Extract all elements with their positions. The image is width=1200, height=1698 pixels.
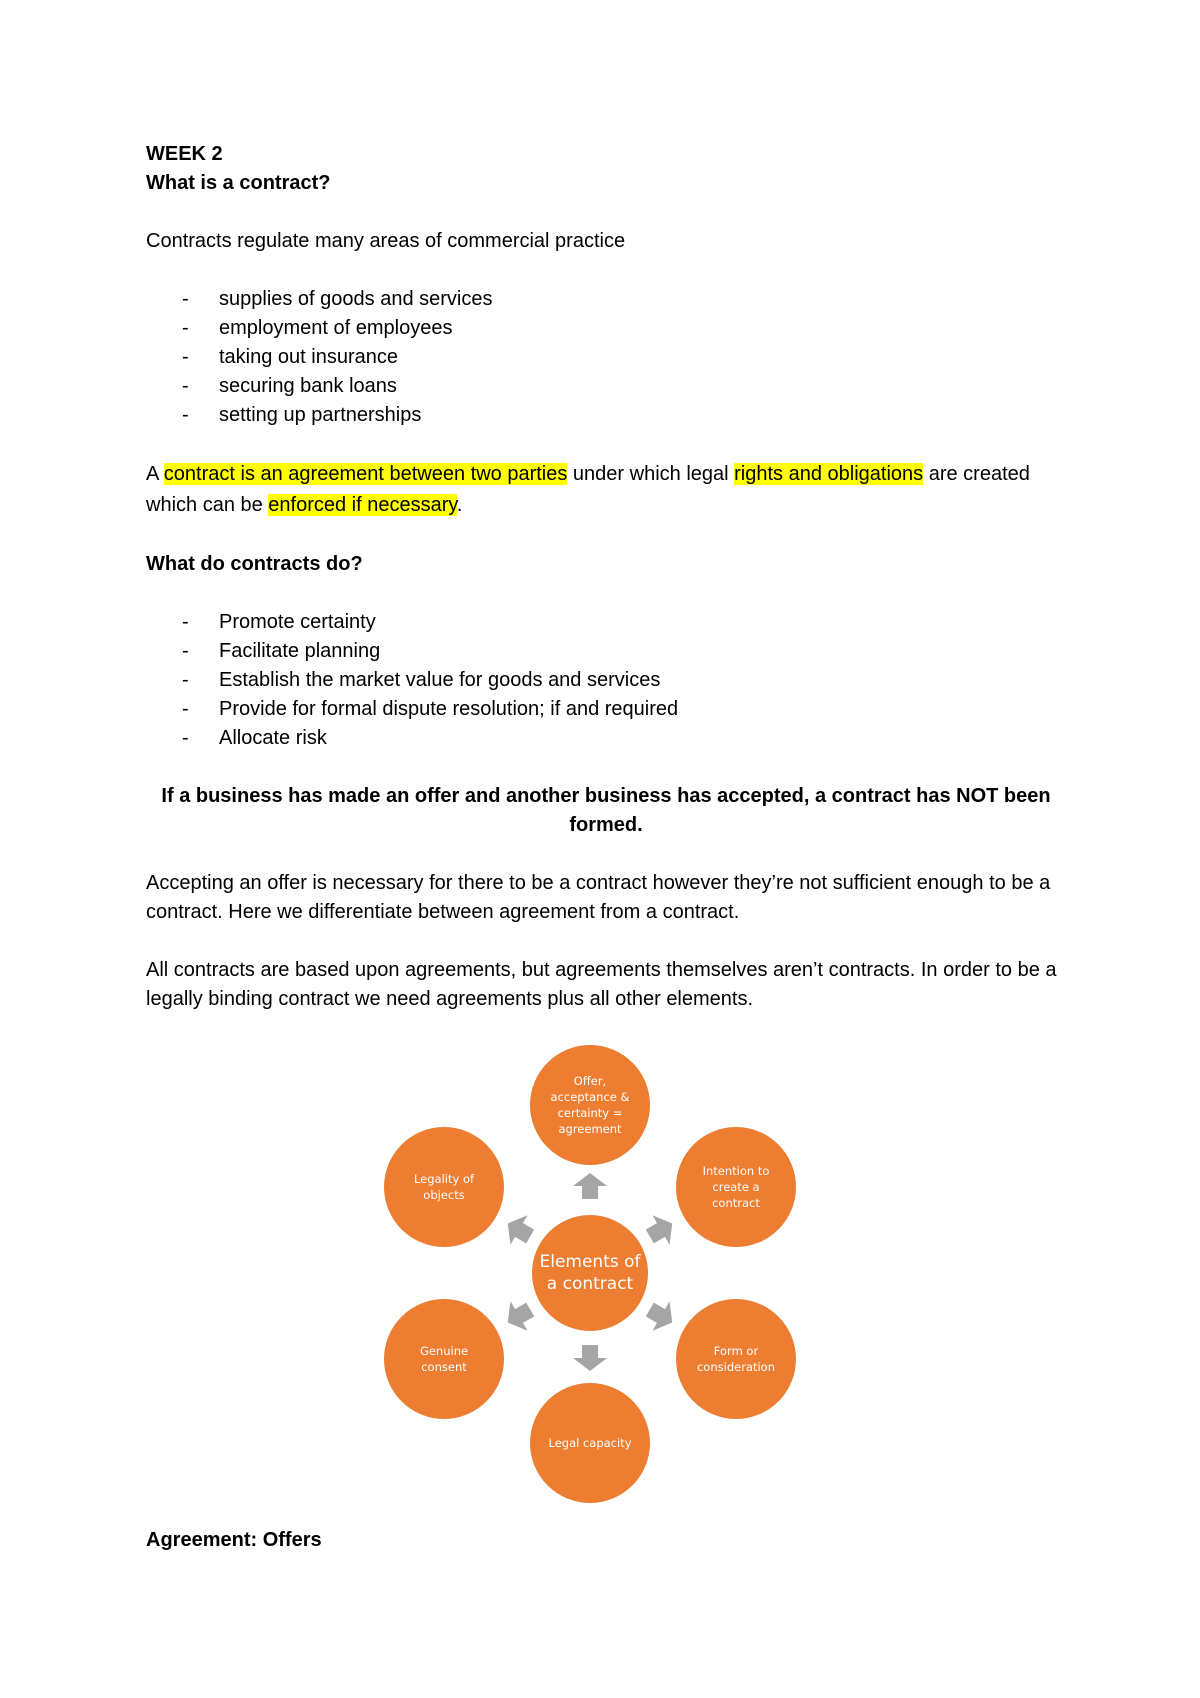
question-what-contracts-do: What do contracts do?: [146, 553, 363, 575]
list-item: - taking out insurance: [182, 346, 399, 368]
callout-statement: If a business has made an offer and another business has accepted, a contract has NOT been formed.: [161, 785, 1051, 836]
legal-capacity-circle: Legal capacity: [530, 1383, 650, 1503]
list-item: - Establish the market value for goods and services: [182, 669, 661, 691]
intro-text: Contracts regulate many areas of commercial practice: [146, 230, 626, 252]
list-item: - Provide for formal dispute resolution; if and required: [182, 698, 679, 720]
offer-acceptance-circle: Offer, acceptance & certainty = agreement: [530, 1045, 650, 1165]
highlight-rights: rights and obligations: [734, 463, 924, 485]
list-item: - Promote certainty: [182, 611, 376, 633]
arrow-up-left-icon: [499, 1209, 539, 1251]
commercial-practice-list: [146, 285, 1066, 430]
list-item: - setting up partnerships: [182, 404, 422, 426]
list-item: - Allocate risk: [182, 727, 327, 749]
week-heading: WEEK 2: [146, 143, 223, 165]
agreements-paragraph: All contracts are based upon agreements, but agreements themselves aren’t contracts. In order to be a legally binding contract we need agreements plus all other elements.: [146, 959, 1057, 1010]
highlight-agreement: contract is an agreement between two parties: [163, 463, 568, 485]
definition-paragraph: A contract is an agreement between two parties under which legal rights and obligations are created which can be enforced if necessary.: [146, 463, 1030, 516]
arrow-down-left-icon: [499, 1295, 539, 1337]
question-what-is-contract: What is a contract?: [146, 172, 331, 194]
arrow-up-icon: [573, 1173, 607, 1199]
intention-circle: Intention to create a contract: [676, 1127, 796, 1247]
arrow-down-icon: [573, 1345, 607, 1371]
arrow-up-right-icon: [641, 1209, 681, 1251]
accepting-offer-paragraph: Accepting an offer is necessary for there to be a contract however they’re not sufficient enough to be a contract. Here we differentiate between agreement from a contract.: [146, 872, 1051, 923]
list-item: - securing bank loans: [182, 375, 397, 397]
elements-center-circle: Elements of a contract: [530, 1213, 650, 1333]
arrow-down-right-icon: [641, 1295, 681, 1337]
list-item: - supplies of goods and services: [182, 288, 493, 310]
elements-of-contract-diagram: [380, 1045, 800, 1505]
legality-objects-circle: Legality of objects: [384, 1127, 504, 1247]
document-body: [146, 140, 1066, 1014]
genuine-consent-circle: Genuine consent: [384, 1299, 504, 1419]
agreement-offers-heading: Agreement: Offers: [146, 1529, 322, 1551]
highlight-enforced: enforced if necessary: [268, 494, 457, 516]
contracts-do-list: [146, 608, 1066, 753]
form-consideration-circle: Form or consideration: [676, 1299, 796, 1419]
list-item: - Facilitate planning: [182, 640, 381, 662]
list-item: - employment of employees: [182, 317, 453, 339]
